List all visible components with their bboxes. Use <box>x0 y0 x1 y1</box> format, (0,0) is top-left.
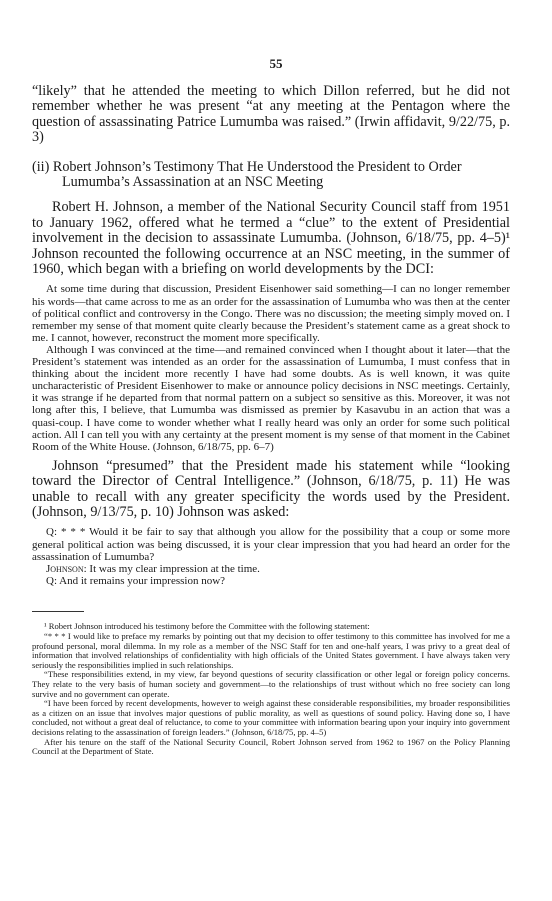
paragraph-johnson: Robert H. Johnson, a member of the National Security Council staff from 1951 to January 1962, offered what he termed a “clue” to the extent of Presidential involvement in the decision to assassinate Lumumba. (Johnson, 6/18/75, pp. 4–5)¹ Johnson recounted the following occurrence at an NSC meeting, in the summer of 1960, which began with a briefing on world developments by the DCI: <box>32 199 510 278</box>
testimony-quote <box>32 283 510 452</box>
quote-paragraph-1: At some time during that discussion, President Eisenhower said something—I can no longer remember his words—that came across to me as an order for the assassination of Lumumba who was then at the center of political conflict and controversy in the Congo. There was no discussion; the meeting simply moved on. I remember my sense of that moment quite clearly because the President’s statement came as a great shock to me. I cannot, however, reconstruct the moment more specifically. <box>32 283 510 344</box>
question-answer-block <box>32 526 510 587</box>
footnote-paragraph: “I have been forced by recent developments, however to weigh against these considerable responsibilities, my broader responsibilities as a citizen on an issue that involves major questions of public morality, as well as questions of sound policy. Having done so, I have concluded, not without a great deal of reluctance, to come to your committee with information bearing upon your inquiry into government decisions relating to the assassination of foreign leaders.” (Johnson, 6/18/75, pp. 4–5) <box>32 698 510 737</box>
answer-speaker: Johnson <box>46 563 84 576</box>
footnote-rule <box>32 611 84 612</box>
quote-paragraph-2: Although I was convinced at the time—and remained convinced when I thought about it later—that the President’s statement was intended as an order for the assassination of Lumumba, I must confess that in thinking about the incident more recently I have had some doubts. As is well known, it was quite uncharacteristic of President Eisenhower to make or announce policy decisions in NSC meetings. Certainly, it was strange if he departed from that normal pattern on a subject so sensitive as this. Moreover, it was not long after this, I believe, that Lumumba was dismissed as premier by Kasavubu in an action that was a quasi-coup. I have come to wonder whether what I really heard was only an order for some such political action. All I can tell you with any certainty at the present moment is my sense of that moment in the Cabinet Room of the White House. (Johnson, 6/18/75, pp. 6–7) <box>32 343 510 453</box>
answer-text: : It was my clear impression at the time. <box>83 563 260 576</box>
page-number: 55 <box>269 56 283 71</box>
paragraph-presumed: Johnson “presumed” that the President made his statement while “looking toward the Director of Central Intelligence.” (Johnson, 6/18/75, p. 11) He was unable to recall with any greater specificity the words used by the President. (Johnson, 9/13/75, p. 10) Johnson was asked: <box>32 457 510 520</box>
document-page <box>32 56 510 757</box>
footnote-paragraph: After his tenure on the staff of the National Security Council, Robert Johnson served from 1962 to 1967 on the Policy Planning Council at the Department of State. <box>32 736 510 757</box>
paragraph-intro: “likely” that he attended the meeting to which Dillon referred, but he did not remember whether he was present “at any meeting at the Pentagon where the question of assassinating Patrice Lumumba was raised.” (Irwin affidavit, 9/22/75, p. 3) <box>32 83 510 146</box>
footnote-paragraph: “* * * I would like to preface my remarks by pointing out that my decision to offer testimony to this committee has involved for me a profound personal, moral dilemma. In my role as a member of the NSC Staff for ten and one-half years, I was privy to a great deal of information that involved relationships of confidentiality with high officials of the United States government. I have always taken very seriously the responsibilities implied in such relationships. <box>32 631 510 670</box>
footnotes <box>32 622 510 756</box>
question-2: Q: And it remains your impression now? <box>46 575 226 588</box>
footnote-paragraph: “These responsibilities extend, in my view, far beyond questions of security classification or other legal or foreign policy concerns. They relate to the very basis of human society and government—to the relationships of trust without which no free society can long survive and no government can operate. <box>32 669 510 699</box>
question-1: Q: * * * Would it be fair to say that although you allow for the possibility that a coup or some more general political action was being discussed, it is your clear impression that you had heard an order for the assassination of Lumumba? <box>32 526 510 563</box>
section-heading: (ii) Robert Johnson’s Testimony That He Understood the President to Order Lumumba’s Assassination at an NSC Meeting <box>32 158 462 191</box>
footnote-intro: ¹ Robert Johnson introduced his testimony before the Committee with the following statement: <box>44 621 370 632</box>
answer-1 <box>32 563 510 575</box>
